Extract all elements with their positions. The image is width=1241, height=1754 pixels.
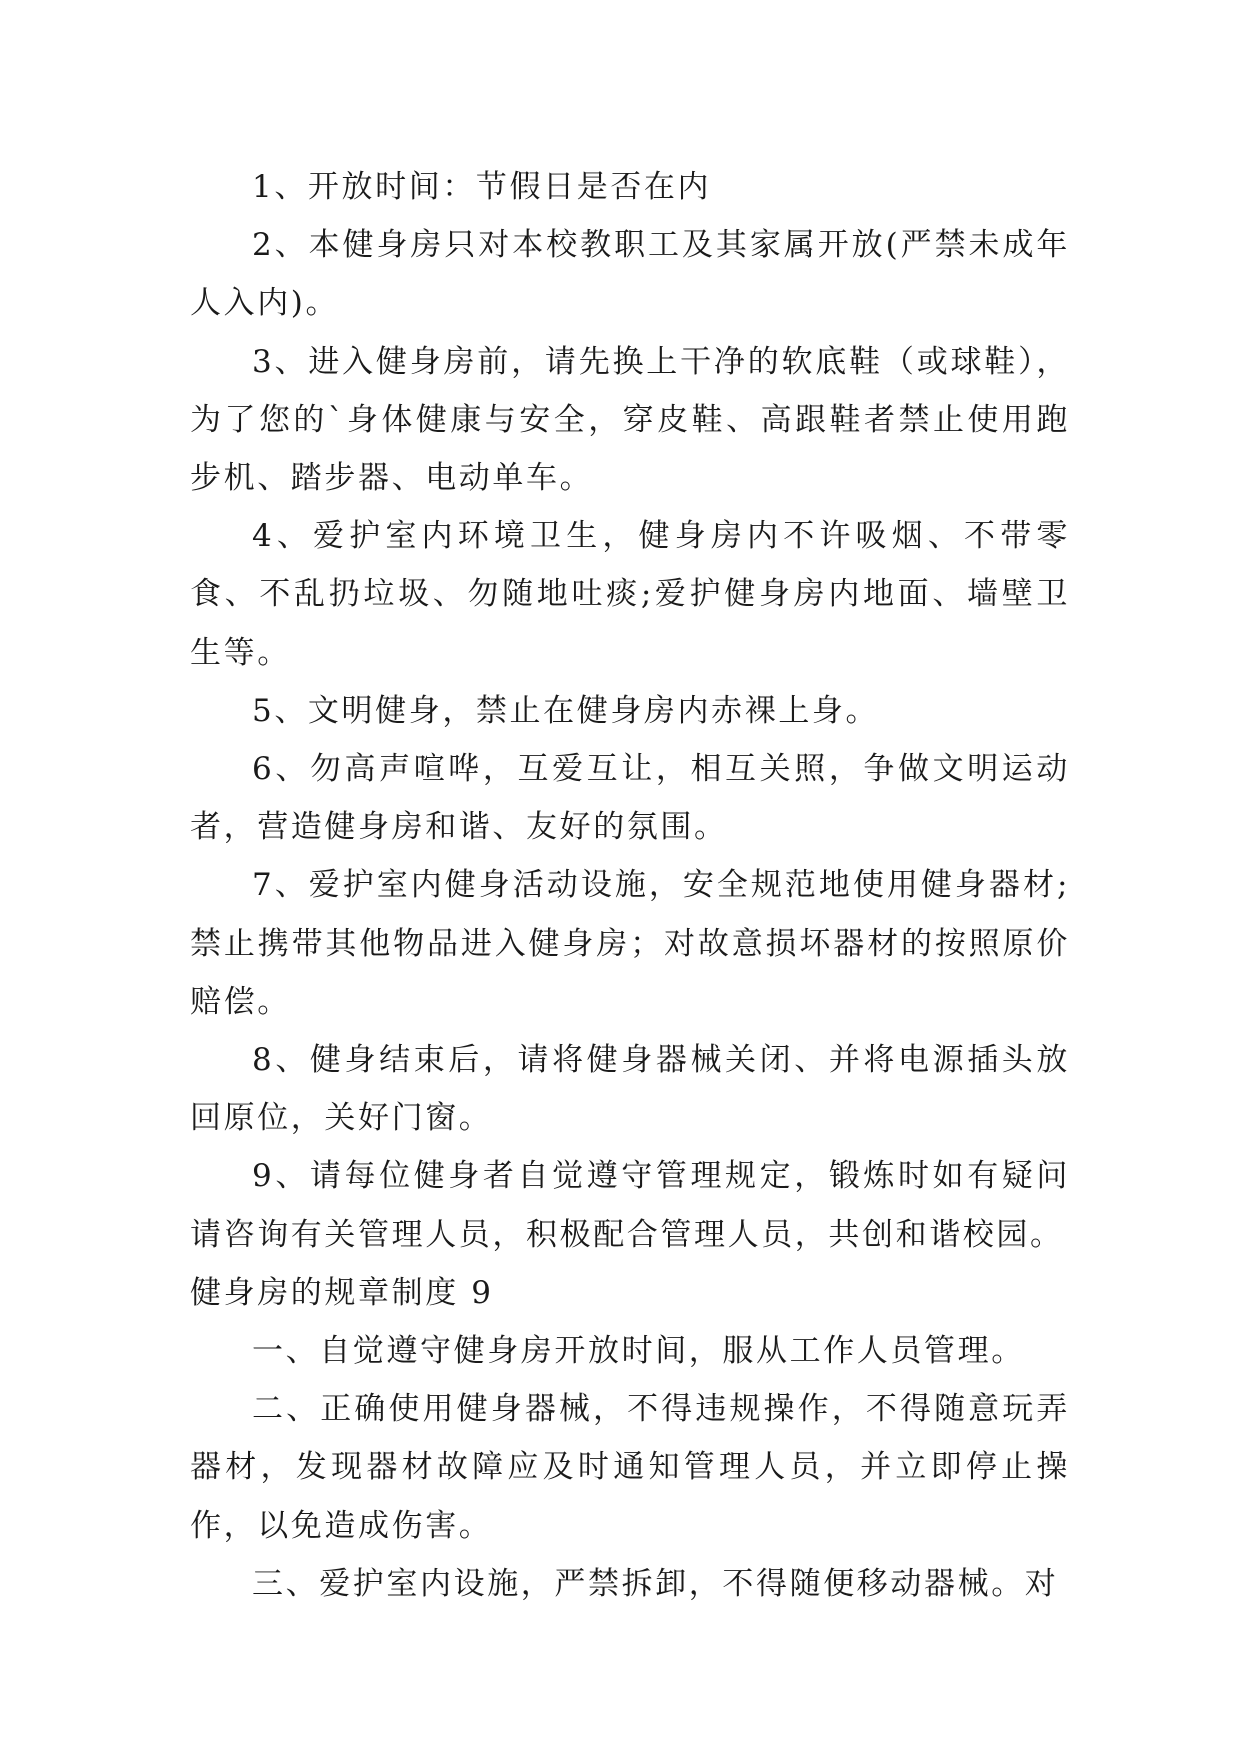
paragraph-5: 5、文明健身，禁止在健身房内赤裸上身。: [252, 692, 880, 729]
rule-paragraph-2: 二、正确使用健身器械，不得违规操作，不得随意玩弄器材，发现器材故障应及时通知管理人员，并立即停止操作，以免造成伤害。: [190, 1391, 1070, 1544]
paragraph-1: 1、开放时间：节假日是否在内: [252, 169, 712, 205]
section-heading: 健身房的规章制度 9: [190, 1274, 494, 1311]
document-body: [190, 158, 1070, 1613]
paragraph-4: 4、爱护室内环境卫生，健身房内不许吸烟、不带零食、不乱扔垃圾、勿随地吐痰;爱护健身房内地面、墙壁卫生等。: [190, 518, 1070, 671]
paragraph-6: 6、勿高声喧哗，互爱互让，相互关照，争做文明运动者，营造健身房和谐、友好的氛围。: [190, 751, 1070, 846]
paragraph-9: 9、请每位健身者自觉遵守管理规定，锻炼时如有疑问请咨询有关管理人员，积极配合管理人员，共创和谐校园。: [190, 1158, 1070, 1253]
paragraph-3: 3、进入健身房前，请先换上干净的软底鞋（或球鞋），为了您的`身体健康与安全，穿皮鞋、高跟鞋者禁止使用跑步机、踏步器、电动单车。: [190, 343, 1070, 497]
paragraph-8: 8、健身结束后，请将健身器械关闭、并将电源插头放回原位，关好门窗。: [190, 1042, 1070, 1137]
rule-paragraph-3: 三、爱护室内设施，严禁拆卸，不得随便移动器械。对: [252, 1565, 1059, 1602]
paragraph-2: 2、本健身房只对本校教职工及其家属开放(严禁未成年人入内)。: [190, 227, 1070, 322]
paragraph-7: 7、爱护室内健身活动设施，安全规范地使用健身器材;禁止携带其他物品进入健身房；对故意损坏器材的按照原价赔偿。: [190, 867, 1070, 1020]
rule-paragraph-1: 一、自觉遵守健身房开放时间，服从工作人员管理。: [252, 1333, 1025, 1370]
